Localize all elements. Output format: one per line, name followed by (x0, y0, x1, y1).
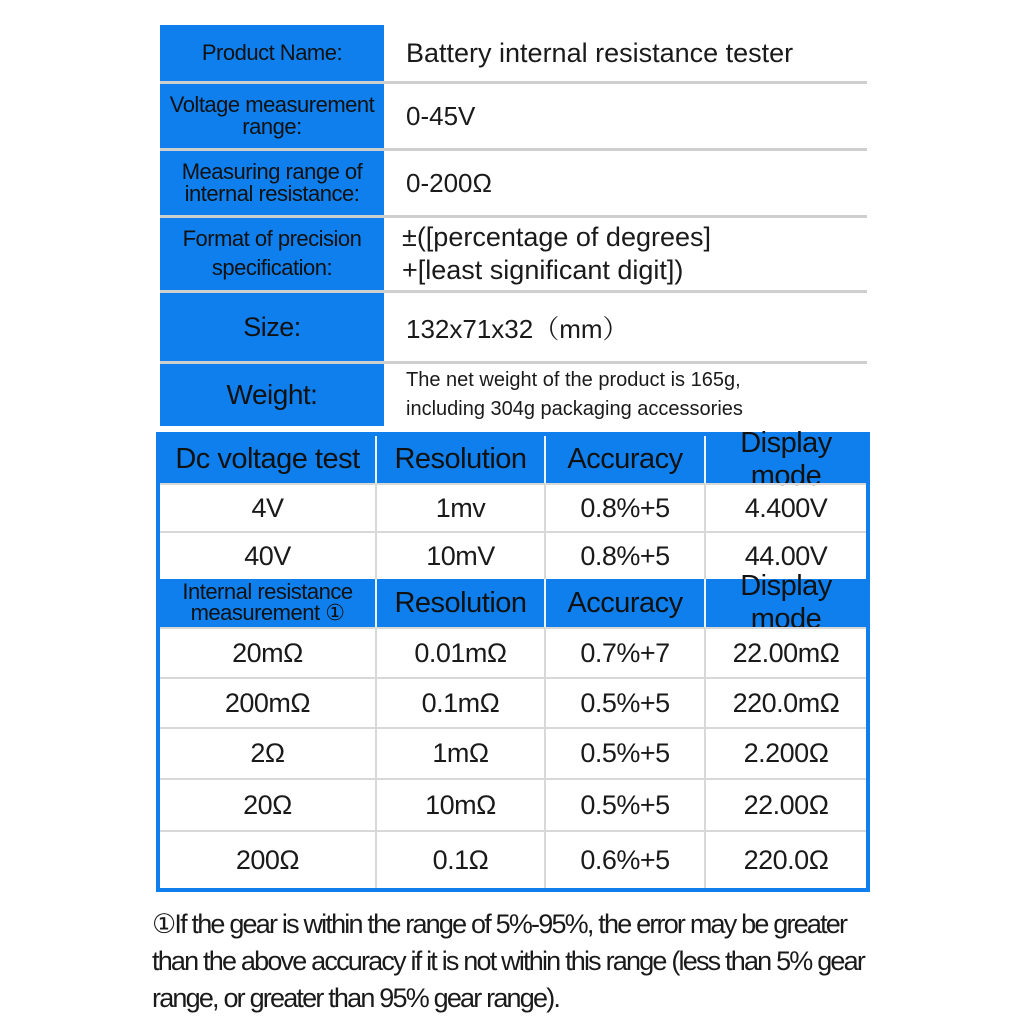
table-cell: 1mΩ (375, 729, 544, 778)
header-cell (160, 579, 375, 627)
spec-label (160, 25, 384, 81)
table-cell: 200Ω (235, 844, 300, 875)
table-cell: 0.01mΩ (375, 629, 544, 677)
table-cell: 0.8%+5 (544, 533, 704, 579)
measurement-table (156, 426, 870, 892)
spec-value (384, 364, 867, 426)
spec-label (160, 84, 384, 148)
spec-label-text: Size: (243, 311, 301, 342)
spec-value (384, 218, 867, 290)
table-cell: 220.0Ω (704, 832, 866, 888)
table-cell: 4.400V (704, 485, 866, 531)
spec-label-text: Measuring range of (181, 159, 363, 185)
spec-label-text: Format of precision (182, 226, 362, 252)
spec-value (384, 84, 867, 148)
header-cell-text: measurement ① (190, 600, 345, 625)
table-cell: 20mΩ (232, 637, 303, 668)
table-cell: 0.1Ω (375, 832, 544, 888)
spec-label (160, 293, 384, 361)
spec-row-voltage-range (160, 84, 867, 151)
table-cell: 0.8%+5 (544, 485, 704, 531)
footnote-line: range, or greater than 95% gear range). (152, 983, 560, 1013)
spec-table (160, 25, 867, 426)
spec-row-precision-format (160, 218, 867, 293)
footnote-line: ①If the gear is within the range of 5%-95%, the error may be greater (152, 909, 847, 939)
table-cell: 10mΩ (375, 780, 544, 830)
table-cell: 44.00V (704, 533, 866, 579)
spec-value-text: including 304g packaging accessories (406, 398, 743, 420)
header-cell: Dc voltage test (160, 436, 375, 483)
table-row (160, 483, 866, 531)
spec-label (160, 151, 384, 215)
spec-row-resistance-range (160, 151, 867, 218)
table-cell: 20Ω (243, 789, 292, 820)
header-cell: Accuracy (544, 436, 704, 483)
spec-row-size (160, 293, 867, 364)
ir-header-row (160, 570, 866, 635)
table-row (160, 778, 866, 830)
header-cell: Accuracy (544, 579, 704, 627)
dc-header-row (160, 426, 866, 492)
table-cell: 1mv (375, 485, 544, 531)
spec-label-text: Weight: (226, 379, 318, 411)
spec-row-weight (160, 364, 867, 426)
spec-value (384, 293, 867, 361)
spec-label-text: internal resistance: (184, 181, 360, 206)
table-cell: 0.7%+7 (544, 629, 704, 677)
table-cell: 0.5%+5 (544, 679, 704, 727)
spec-value-text: ±([percentage of degrees] (402, 222, 712, 252)
table-cell: 22.00Ω (704, 780, 866, 830)
spec-label (160, 364, 384, 426)
table-cell: 2Ω (250, 738, 285, 768)
footnote (152, 906, 882, 1017)
header-cell: Resolution (375, 579, 544, 627)
spec-label (160, 218, 384, 290)
spec-label-text: Product Name: (201, 40, 343, 66)
spec-value-text: +[least significant digit]) (402, 255, 684, 285)
spec-value-text: 0-200Ω (406, 167, 492, 198)
spec-value-text: 0-45V (406, 100, 476, 131)
footnote-line: than the above accuracy if it is not within this range (less than 5% gear (152, 946, 865, 976)
table-cell: 0.5%+5 (544, 729, 704, 778)
table-row (160, 830, 866, 888)
table-cell: 4V (251, 492, 284, 523)
spec-label-text: specification: (211, 255, 333, 280)
table-row (160, 627, 866, 677)
table-cell: 2.200Ω (704, 729, 866, 778)
spec-value-text: Battery internal resistance tester (406, 37, 794, 68)
table-cell: 220.0mΩ (704, 679, 866, 727)
spec-value-text: The net weight of the product is 165g, (406, 369, 741, 391)
spec-row-product-name (160, 25, 867, 84)
table-cell: 0.5%+5 (544, 780, 704, 830)
table-cell: 200mΩ (224, 687, 311, 718)
header-cell: Resolution (375, 436, 544, 483)
table-cell: 0.6%+5 (544, 832, 704, 888)
spec-label-text: Voltage measurement (169, 92, 375, 118)
table-cell: 0.1mΩ (375, 679, 544, 727)
table-cell: 22.00mΩ (704, 629, 866, 677)
table-row (160, 677, 866, 727)
table-cell: 40V (244, 540, 291, 571)
header-cell: Display mode (704, 579, 866, 627)
header-cell-text: Internal resistance (182, 579, 353, 605)
table-cell: 10mV (375, 533, 544, 579)
table-row (160, 727, 866, 778)
header-cell: Display mode (704, 436, 866, 483)
spec-value (384, 25, 867, 81)
spec-value (384, 151, 867, 215)
spec-label-text: range: (242, 114, 302, 139)
spec-value-text: 132x71x32（mm） (406, 313, 629, 344)
